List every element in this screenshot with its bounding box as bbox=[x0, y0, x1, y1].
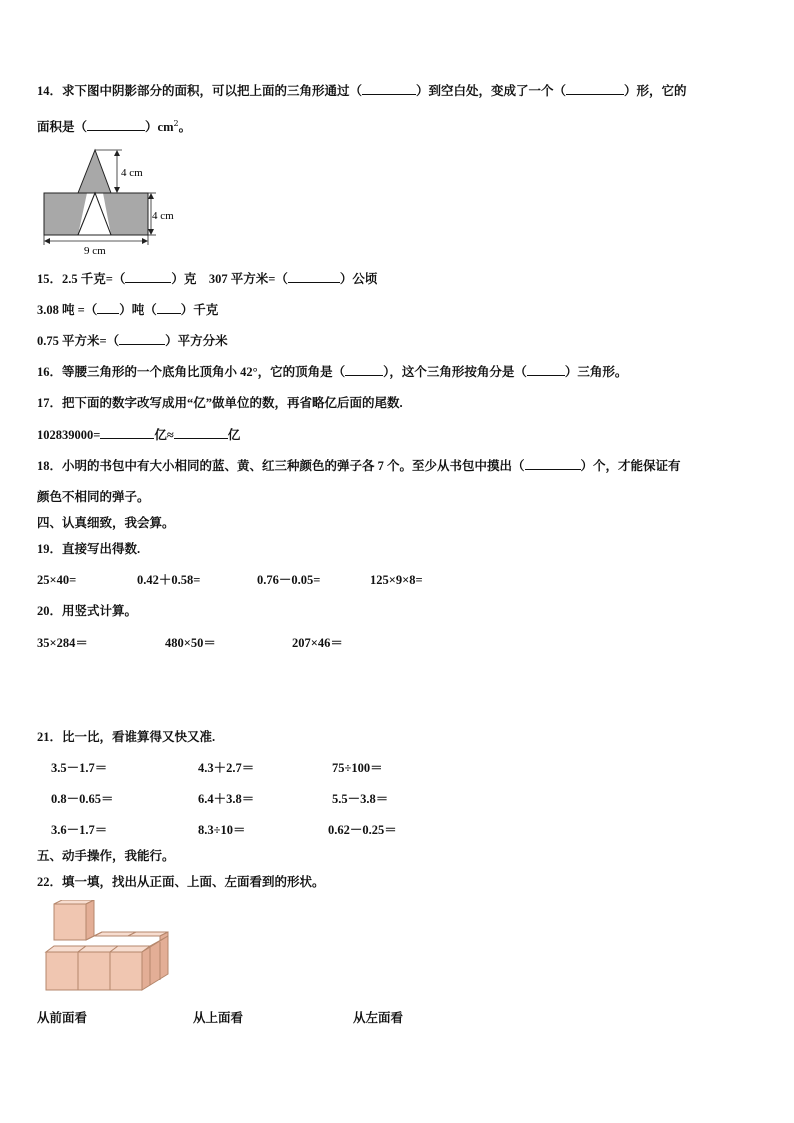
q22-title: 22．填一填，找出从正面、上面、左面看到的形状。 bbox=[37, 875, 325, 889]
answer-blank[interactable] bbox=[157, 302, 181, 314]
view-top-label: 从上面看 bbox=[193, 1011, 244, 1025]
dim-label-right: 4 cm bbox=[152, 210, 174, 222]
q21-item: 0.62－0.25＝ bbox=[328, 823, 397, 837]
answer-blank[interactable] bbox=[125, 271, 171, 283]
q15-line2: 3.08 吨 =（ ）吨（ ）千克 bbox=[37, 303, 219, 317]
q20-title: 20．用竖式计算。 bbox=[37, 604, 138, 618]
view-front-label: 从前面看 bbox=[37, 1011, 88, 1025]
q21-item: 5.5－3.8＝ bbox=[332, 792, 389, 806]
answer-blank[interactable] bbox=[525, 458, 581, 470]
q18-line2: 颜色不相同的弹子。 bbox=[37, 490, 150, 504]
q19-title: 19．直接写出得数. bbox=[37, 542, 141, 556]
q21-item: 3.6－1.7＝ bbox=[51, 823, 108, 837]
answer-blank[interactable] bbox=[527, 364, 565, 376]
answer-blank[interactable] bbox=[87, 119, 145, 131]
q21-item: 4.3＋2.7＝ bbox=[198, 761, 255, 775]
q19-item: 0.76－0.05= bbox=[257, 573, 321, 587]
dim-label-bottom: 9 cm bbox=[84, 245, 106, 257]
q15-line1: 15．2.5 千克=（ ）克 307 平方米=（ ）公顷 bbox=[37, 272, 378, 286]
q21-item: 8.3÷10＝ bbox=[198, 823, 246, 837]
answer-blank[interactable] bbox=[345, 364, 383, 376]
q14-line2: 面积是（ ）$cm^2$。 bbox=[37, 119, 192, 135]
view-left-label: 从左面看 bbox=[353, 1011, 404, 1025]
q20-item: 480×50＝ bbox=[165, 636, 216, 650]
answer-blank[interactable] bbox=[362, 83, 416, 95]
dim-label-top: 4 cm bbox=[121, 167, 143, 179]
answer-blank[interactable] bbox=[100, 427, 154, 439]
q15-line3: 0.75 平方米=（ ）平方分米 bbox=[37, 334, 228, 348]
q17-title: 17．把下面的数字改写成用“亿”做单位的数，再省略亿后面的尾数. bbox=[37, 396, 403, 410]
q14-figure bbox=[38, 145, 198, 257]
q21-title: 21．比一比，看谁算得又快又准. bbox=[37, 730, 216, 744]
q14-line1: 14．求下图中阴影部分的面积，可以把上面的三角形通过（ ）到空白处，变成了一个（ ）形，它的 bbox=[37, 84, 687, 98]
q21-item: 0.8－0.65＝ bbox=[51, 792, 114, 806]
answer-blank[interactable] bbox=[119, 333, 165, 345]
section-4-heading: 四、认真细致，我会算。 bbox=[37, 516, 175, 530]
q21-item: 75÷100＝ bbox=[332, 761, 383, 775]
q17-answer-line: 102839000= 亿≈ 亿 bbox=[37, 428, 241, 442]
answer-blank[interactable] bbox=[288, 271, 340, 283]
q19-item: 125×9×8= bbox=[370, 573, 423, 587]
answer-blank[interactable] bbox=[174, 427, 228, 439]
cube-stack-figure bbox=[42, 900, 172, 996]
q19-item: 25×40= bbox=[37, 573, 77, 587]
section-5-heading: 五、动手操作，我能行。 bbox=[37, 849, 175, 863]
q21-item: 6.4＋3.8＝ bbox=[198, 792, 255, 806]
q19-item: 0.42＋0.58= bbox=[137, 573, 201, 587]
q20-item: 207×46＝ bbox=[292, 636, 343, 650]
q18-line1: 18．小明的书包中有大小相同的蓝、黄、红三种颜色的弹子各 7 个。至少从书包中摸出（ ）个，才能保证有 bbox=[37, 459, 681, 473]
q21-item: 3.5－1.7＝ bbox=[51, 761, 108, 775]
upper-triangle bbox=[78, 150, 111, 193]
answer-blank[interactable] bbox=[566, 83, 624, 95]
q16-line: 16．等腰三角形的一个底角比顶角小 42°，它的顶角是（ ），这个三角形按角分是（ ）三角形。 bbox=[37, 365, 628, 379]
answer-blank[interactable] bbox=[97, 302, 119, 314]
q20-item: 35×284＝ bbox=[37, 636, 88, 650]
